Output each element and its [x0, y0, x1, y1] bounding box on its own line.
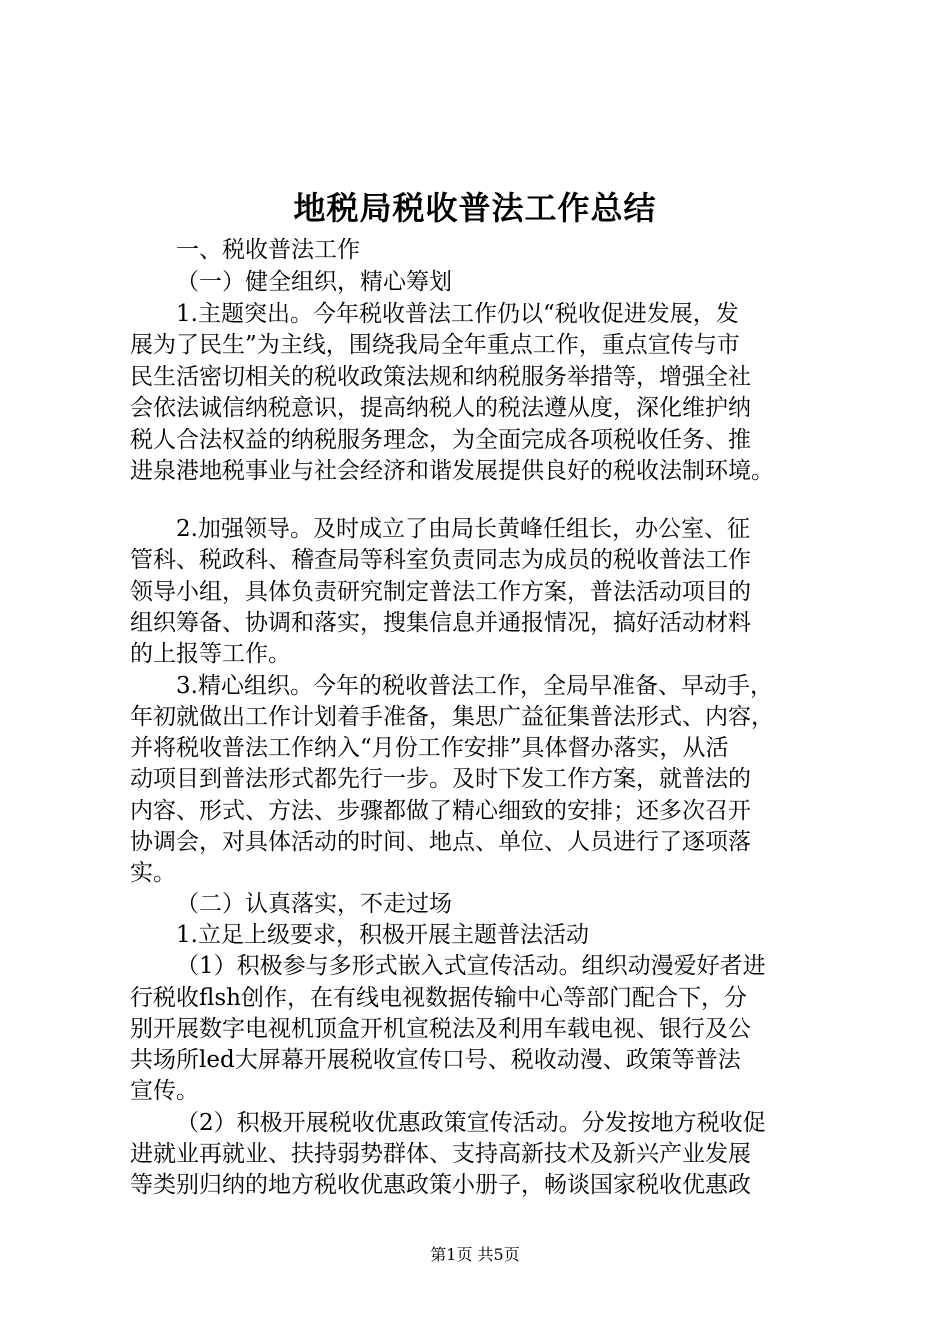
- section-heading: 一、税收普法工作: [176, 237, 360, 263]
- paragraph-line: 并将税收普法工作纳入“月份工作安排”具体督办落实，从活: [130, 735, 729, 761]
- paragraph-line: 实。: [130, 860, 176, 886]
- paragraph-line: （1）积极参与多形式嵌入式宣传活动。组织动漫爱好者进: [176, 953, 766, 979]
- paragraph-line: 民生活密切相关的税收政策法规和纳税服务举措等，增强全社: [130, 364, 751, 390]
- subsection-heading: （二）认真落实，不走过场: [176, 891, 452, 917]
- paragraph-line: 动项目到普法形式都先行一步。及时下发工作方案，就普法的: [130, 766, 751, 792]
- paragraph-line: 领导小组，具体负责研究制定普法工作方案，普法活动项目的: [130, 579, 751, 605]
- item-heading: 1.立足上级要求，积极开展主题普法活动: [176, 922, 589, 948]
- paragraph-line: 共场所led大屏幕开展税收宣传口号、税收动漫、政策等普法: [130, 1047, 741, 1073]
- paragraph-line: 等类别归纳的地方税收优惠政策小册子，畅谈国家税收优惠政: [130, 1172, 751, 1198]
- paragraph-line: 展为了民生”为主线，围绕我局全年重点工作，重点宣传与市: [130, 332, 740, 358]
- paragraph-line: 组织筹备、协调和落实，搜集信息并通报情况，搞好活动材料: [130, 610, 751, 636]
- document-title: 地税局税收普法工作总结: [293, 189, 657, 227]
- paragraph-line: 别开展数字电视机顶盒开机宣税法及利用车载电视、银行及公: [130, 1016, 751, 1042]
- paragraph-line: 管科、税政科、稽查局等科室负责同志为成员的税收普法工作: [130, 547, 751, 573]
- paragraph-line: 会依法诚信纳税意识，提高纳税人的税法遵从度，深化维护纳: [130, 395, 751, 421]
- paragraph-line: 内容、形式、方法、步骤都做了精心细致的安排；还多次召开: [130, 798, 751, 824]
- page-footer: 第1页 共5页: [430, 1245, 520, 1264]
- paragraph-line: 2.加强领导。及时成立了由局长黄峰任组长，办公室、征: [176, 516, 750, 542]
- paragraph-line: 1.主题突出。今年税收普法工作仍以“税收促进发展，发: [176, 301, 739, 327]
- paragraph-line: 3.精心组织。今年的税收普法工作，全局早准备、早动手，: [176, 673, 773, 699]
- paragraph-line: 进泉港地税事业与社会经济和谐发展提供良好的税收法制环境。: [130, 458, 774, 484]
- paragraph-line: 的上报等工作。: [130, 641, 291, 667]
- paragraph-line: （2）积极开展税收优惠政策宣传活动。分发按地方税收促: [176, 1110, 766, 1136]
- paragraph-line: 年初就做出工作计划着手准备，集思广益征集普法形式、内容，: [130, 704, 774, 730]
- paragraph-line: 行税收flsh创作，在有线电视数据传输中心等部门配合下，分: [130, 985, 747, 1011]
- subsection-heading: （一）健全组织，精心筹划: [176, 269, 452, 295]
- paragraph-line: 税人合法权益的纳税服务理念，为全面完成各项税收任务、推: [130, 427, 751, 453]
- paragraph-line: 宣传。: [130, 1078, 199, 1104]
- paragraph-line: 进就业再就业、扶持弱势群体、支持高新技术及新兴产业发展: [130, 1141, 751, 1167]
- paragraph-line: 协调会，对具体活动的时间、地点、单位、人员进行了逐项落: [130, 829, 751, 855]
